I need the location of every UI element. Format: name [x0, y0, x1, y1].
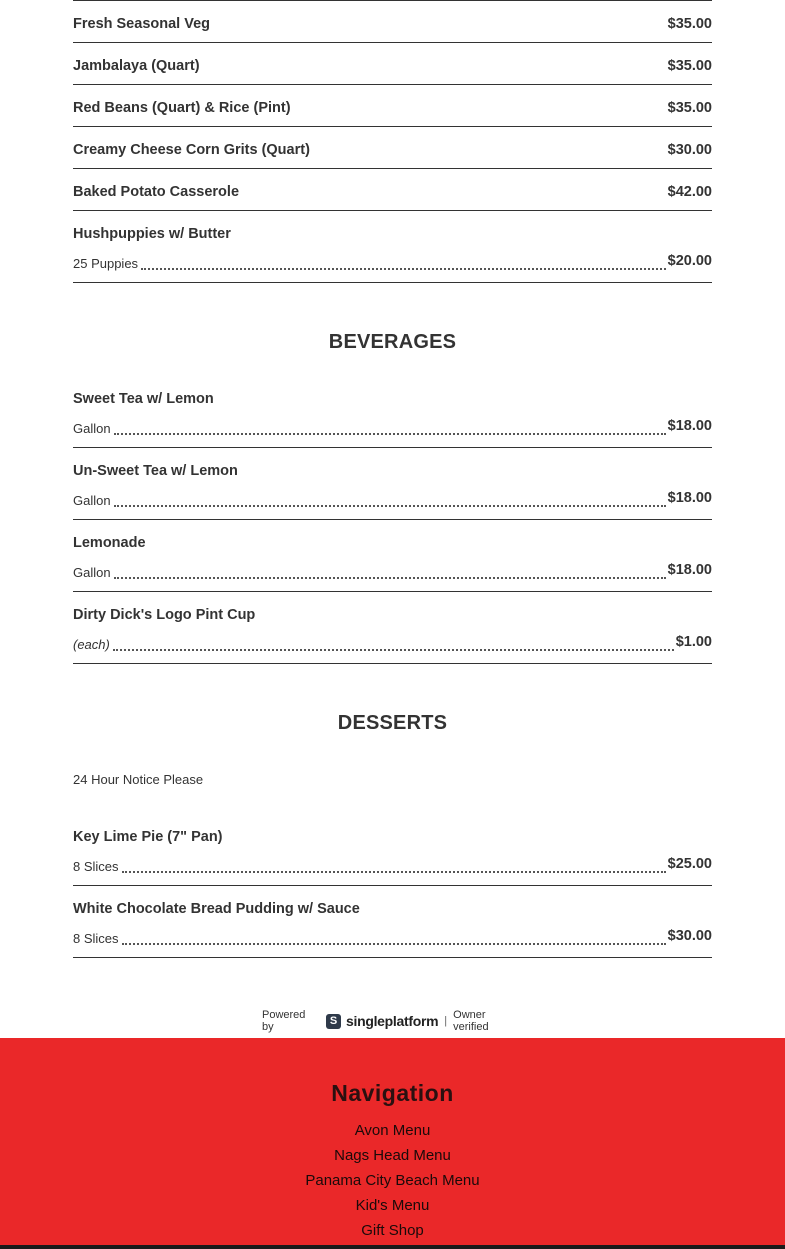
navigation-title: Navigation: [331, 1080, 454, 1106]
item-price: $35.00: [667, 100, 712, 116]
menu-item: [73, 126, 712, 169]
item-name: Sweet Tea w/ Lemon: [73, 391, 214, 407]
powered-by-label: Powered by: [262, 1009, 306, 1033]
item-name: Red Beans (Quart) & Rice (Pint): [73, 100, 291, 116]
dot-leader: [114, 577, 666, 579]
bottom-bar: [0, 1245, 785, 1249]
menu-item: [73, 901, 712, 958]
item-detail-row: [73, 491, 712, 509]
item-description: 8 Slices: [73, 931, 119, 946]
dot-leader: [114, 433, 666, 435]
menu-item: [73, 42, 712, 85]
menu-item: [73, 84, 712, 127]
dot-leader: [114, 505, 666, 507]
section-note: 24 Hour Notice Please: [73, 772, 204, 787]
dot-leader: [122, 943, 666, 945]
item-price: $42.00: [667, 184, 712, 200]
item-detail-row: [73, 563, 712, 581]
powered-by-badge[interactable]: [262, 1010, 524, 1032]
nav-link-gift-shop[interactable]: Gift Shop: [361, 1222, 424, 1239]
item-description: (each): [73, 637, 110, 652]
item-detail-row: [73, 254, 712, 272]
item-detail-row: [73, 419, 712, 437]
menu-item: [73, 226, 712, 283]
item-price: $18.00: [667, 562, 712, 578]
item-price: $35.00: [667, 16, 712, 32]
section-title-beverages: BEVERAGES: [328, 331, 457, 353]
item-name: Fresh Seasonal Veg: [73, 16, 211, 32]
footer-navigation: [0, 1038, 785, 1245]
dot-leader: [141, 268, 666, 270]
divider: |: [444, 1015, 448, 1027]
nav-link-avon-menu[interactable]: Avon Menu: [354, 1122, 431, 1139]
item-price: $18.00: [667, 490, 712, 506]
nav-link-panama-city-beach-menu[interactable]: Panama City Beach Menu: [305, 1172, 480, 1189]
item-name: Hushpuppies w/ Butter: [73, 226, 231, 242]
item-name: Lemonade: [73, 535, 146, 551]
item-detail-row: [73, 635, 712, 653]
item-price: $30.00: [667, 928, 712, 944]
item-price: $18.00: [667, 418, 712, 434]
menu-item: [73, 829, 712, 886]
item-description: Gallon: [73, 565, 111, 580]
item-name: Key Lime Pie (7" Pan): [73, 829, 223, 845]
item-price: $1.00: [675, 634, 712, 650]
item-description: 8 Slices: [73, 859, 119, 874]
menu-item: [73, 535, 712, 592]
nav-link-kids-menu[interactable]: Kid's Menu: [355, 1197, 430, 1214]
menu-item: [73, 463, 712, 520]
nav-link-nags-head-menu[interactable]: Nags Head Menu: [334, 1147, 451, 1164]
item-price: $20.00: [667, 253, 712, 269]
item-name: White Chocolate Bread Pudding w/ Sauce: [73, 901, 360, 917]
navigation-list: [0, 1121, 785, 1246]
dot-leader: [122, 871, 666, 873]
item-description: 25 Puppies: [73, 256, 139, 271]
menu-item: [73, 391, 712, 448]
menu-item: [73, 607, 712, 664]
singleplatform-logo-icon: S: [326, 1014, 341, 1029]
owner-verified-label: Owner verified: [453, 1009, 489, 1033]
item-description: Gallon: [73, 493, 111, 508]
item-name: Dirty Dick's Logo Pint Cup: [73, 607, 256, 623]
item-description: Gallon: [73, 421, 111, 436]
item-detail-row: [73, 929, 712, 947]
item-name: Baked Potato Casserole: [73, 184, 240, 200]
dot-leader: [113, 649, 674, 651]
section-title-desserts: DESSERTS: [337, 712, 448, 734]
menu-item: [73, 0, 712, 43]
item-detail-row: [73, 857, 712, 875]
item-price: $25.00: [667, 856, 712, 872]
item-name: Creamy Cheese Corn Grits (Quart): [73, 142, 310, 158]
powered-by-brand: singleplatform: [346, 1013, 439, 1029]
item-price: $35.00: [667, 58, 712, 74]
item-price: $30.00: [667, 142, 712, 158]
menu-item: [73, 168, 712, 211]
item-name: Un-Sweet Tea w/ Lemon: [73, 463, 238, 479]
item-name: Jambalaya (Quart): [73, 58, 200, 74]
